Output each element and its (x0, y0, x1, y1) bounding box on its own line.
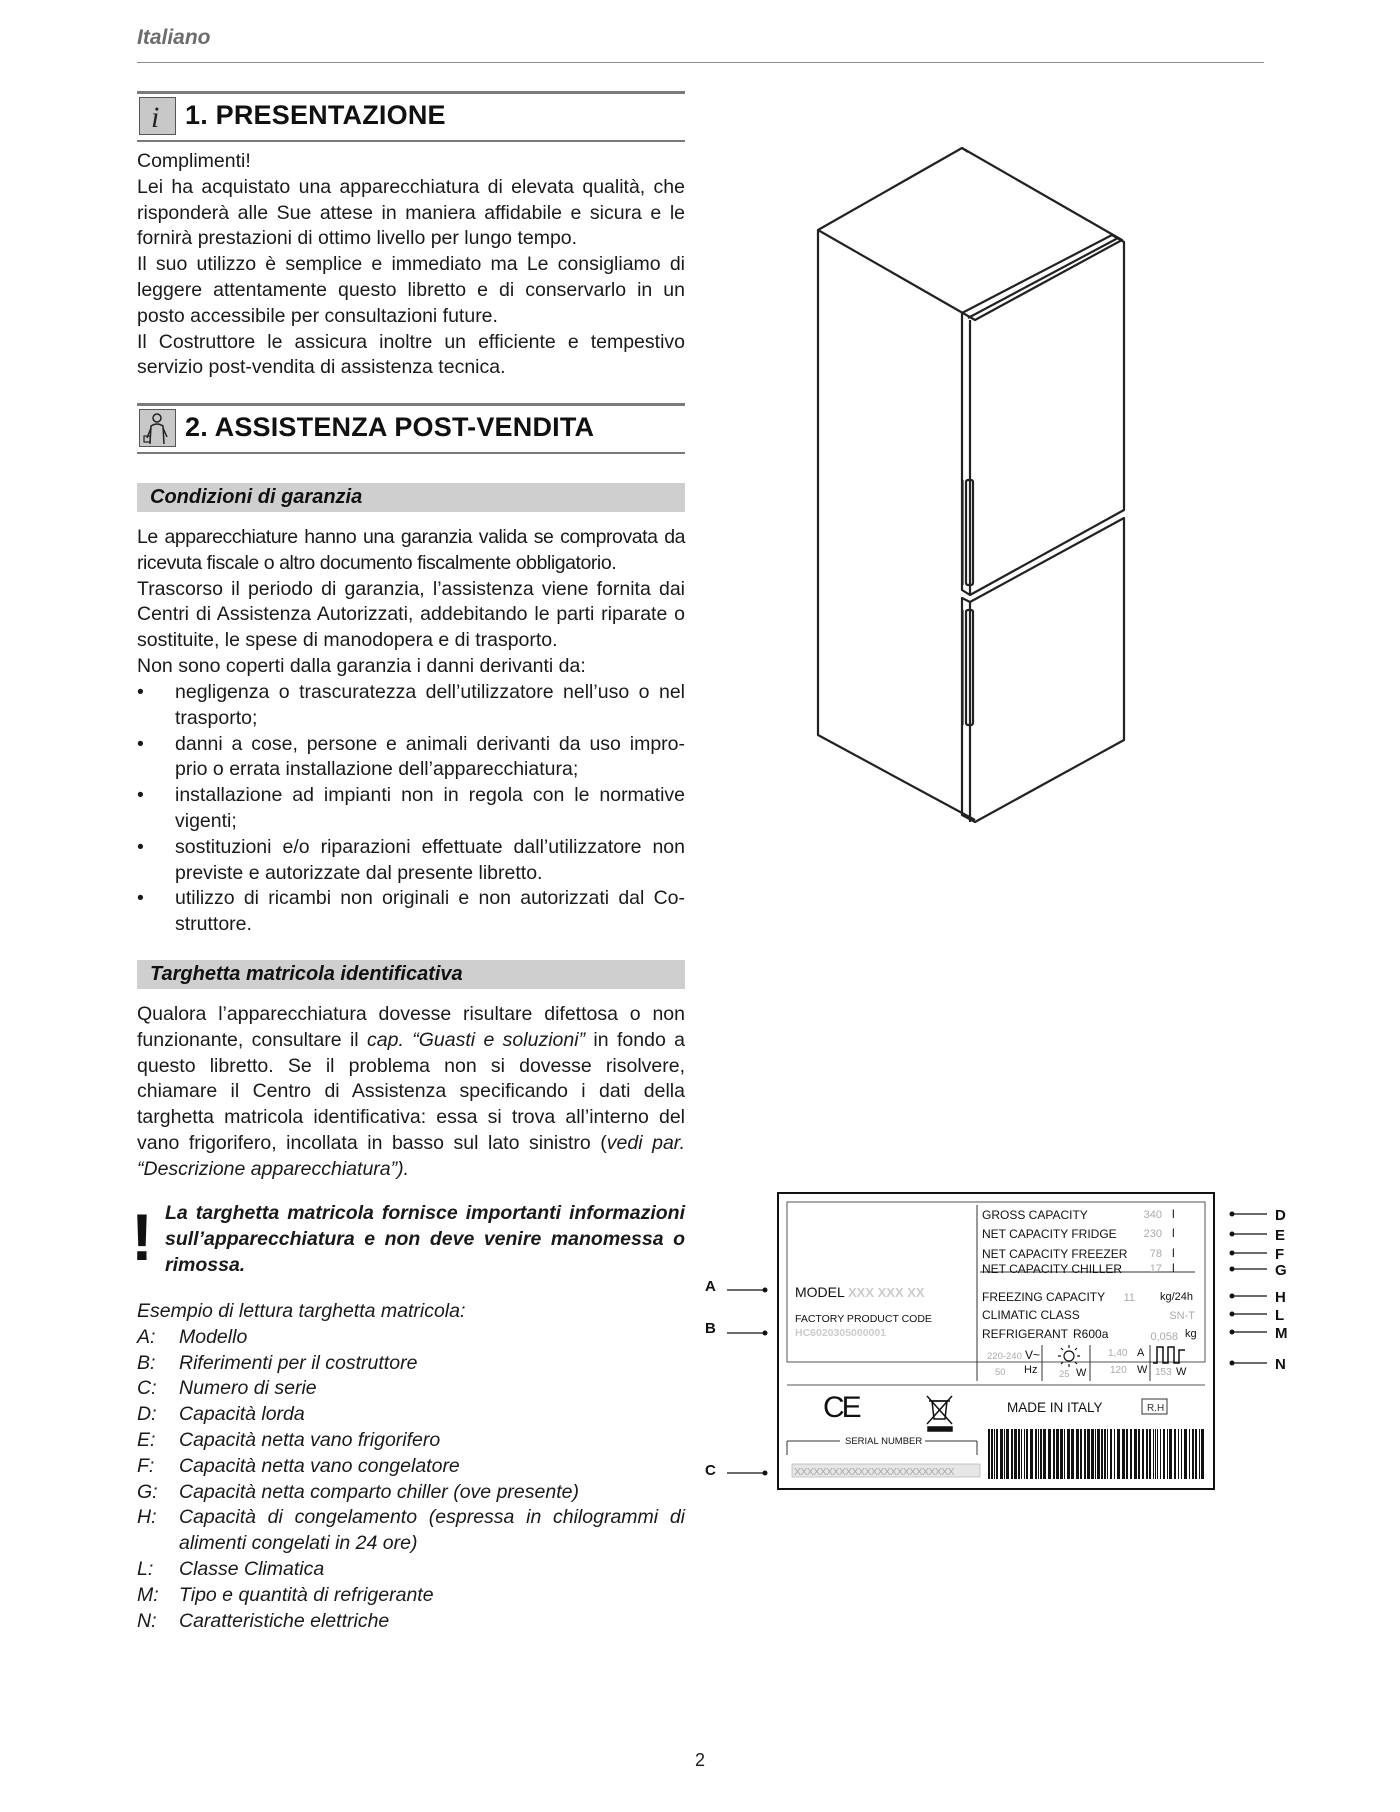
barcode-bar (1014, 1429, 1017, 1479)
rating-plate-subheading (137, 960, 685, 989)
intro-paragraph: Lei ha acquistato una apparecchiatura di elevata qualità, che risponderà alle Sue attese in maniera affidabile e sicura e le fornirà prestazioni di ottimo livello per lungo tempo. (137, 175, 685, 250)
svg-text:l: l (1172, 1226, 1175, 1240)
barcode-bar (1189, 1429, 1190, 1479)
svg-text:50: 50 (995, 1367, 1006, 1378)
section-2-title: 2. ASSISTENZA POST-VENDITA (185, 412, 595, 442)
legend-item: N: Caratteristiche elettriche (137, 1609, 390, 1632)
barcode-bar (1067, 1429, 1070, 1479)
list-item: • danni a cose, persone e animali derivanti da uso impro-prio o errata installazione dell’apparecchiatura; (137, 732, 685, 781)
svg-text:A: A (1137, 1347, 1145, 1359)
svg-text:W: W (1137, 1364, 1148, 1376)
svg-text:l: l (1172, 1207, 1175, 1221)
svg-text:11: 11 (1123, 1292, 1135, 1304)
barcode-bar (1117, 1429, 1120, 1479)
svg-text:230: 230 (1143, 1228, 1162, 1240)
rating-plate-diagram (695, 1185, 1305, 1505)
warranty-paragraph: Trascorso il periodo di garanzia, l’assistenza viene fornita dai Centri di Assistenza Autorizzati, addebitando le parti riparate o sostituite, le spese di manodopera e di trasporto. (137, 577, 685, 652)
barcode-bar (996, 1429, 998, 1479)
svg-text:153: 153 (1155, 1367, 1172, 1378)
warranty-body (137, 525, 685, 680)
warranty-paragraph: Le apparecchiature hanno una garanzia valida se comprovata da ricevuta fiscale o altro documento fiscalmente obbligatorio. (137, 526, 685, 574)
info-icon (139, 97, 176, 135)
svg-text:kg: kg (1185, 1328, 1197, 1340)
barcode-bar (1146, 1429, 1148, 1479)
legend-item: L: Classe Climatica (137, 1557, 325, 1580)
ce-mark: CE (823, 1391, 859, 1424)
barcode-bar (1084, 1429, 1086, 1479)
svg-text:NET CAPACITY FREEZER: NET CAPACITY FREEZER (982, 1247, 1128, 1261)
callout-d: D (1275, 1207, 1286, 1224)
barcode-bar (1201, 1429, 1204, 1479)
section-1-body (137, 149, 685, 381)
callout-f: F (1275, 1246, 1285, 1263)
barcode-bar (1104, 1429, 1106, 1479)
barcode-bar (1126, 1429, 1128, 1479)
barcode-bar (1101, 1429, 1103, 1479)
barcode-bar (1167, 1429, 1168, 1479)
svg-text:NET CAPACITY FRIDGE: NET CAPACITY FRIDGE (982, 1227, 1117, 1241)
svg-text:78: 78 (1149, 1248, 1162, 1260)
barcode-bar (1169, 1429, 1172, 1479)
page-number: 2 (694, 1750, 705, 1770)
callout-a: A (705, 1278, 716, 1295)
barcode-bar (1097, 1429, 1100, 1479)
svg-text:MADE IN ITALY: MADE IN ITALY (1007, 1400, 1103, 1415)
barcode-bar (1021, 1429, 1022, 1479)
warning-text: La targhetta matricola fornisce importanti informazioni sull’apparecchiatura e non deve venire manomessa o rimossa. (165, 1202, 685, 1276)
intro-paragraph: Il Costruttore le assicura inoltre un efficiente e tempestivo servizio post-vendita di assistenza tecnica. (137, 330, 685, 379)
svg-text:FREEZING CAPACITY: FREEZING CAPACITY (982, 1290, 1106, 1304)
plate-legend (137, 1299, 685, 1634)
svg-text:l: l (1172, 1246, 1175, 1260)
svg-text:17: 17 (1149, 1263, 1162, 1275)
barcode-bar (991, 1429, 993, 1479)
barcode-bar (1110, 1429, 1112, 1479)
barcode-bar (1149, 1429, 1151, 1479)
section-1-header (137, 91, 685, 142)
barcode-bar (1087, 1429, 1090, 1479)
svg-text:XXX XXX XX: XXX XXX XX (848, 1285, 925, 1300)
barcode-bar (1114, 1429, 1115, 1479)
barcode-bar (1195, 1429, 1197, 1479)
callout-g: G (1275, 1262, 1287, 1279)
svg-text:i: i (151, 101, 160, 134)
barcode-bar (1056, 1429, 1059, 1479)
barcode-bar (1060, 1429, 1063, 1479)
barcode-bar (1038, 1429, 1039, 1479)
svg-text:V~: V~ (1025, 1348, 1041, 1362)
section-2-header (137, 403, 685, 454)
warranty-paragraph: Non sono coperti dalla garanzia i danni derivanti da: (137, 654, 586, 677)
barcode-bar (1181, 1429, 1182, 1479)
callout-e: E (1275, 1227, 1286, 1244)
legend-item: F: Capacità netta vano congelatore (137, 1454, 460, 1477)
warranty-subheading (137, 483, 685, 512)
intro-paragraph: Complimenti! (137, 150, 251, 172)
callout-c: C (705, 1462, 716, 1479)
legend-item: D: Capacità lorda (137, 1403, 305, 1426)
barcode-bar (994, 1429, 995, 1479)
barcode-bar (1076, 1429, 1079, 1479)
barcode-bar (1018, 1429, 1020, 1479)
barcode-bar (1134, 1429, 1137, 1479)
rating-plate-paragraph: Qualora l’apparecchiatura dovesse risultare difettosa o non funzionante, consultare il cap. “Guasti e soluzioni” in fondo a questo libretto. Se il problema non si dovesse risolvere, chiamare il Centro di Assistenza specificando i dati della targhetta matricola identificativa: essa si trova all’interno del vano frigorifero, incollata in basso sul lato sinistro (vedi par. “Descrizione apparecchiatura”). (137, 1003, 686, 1180)
svg-text:220-240: 220-240 (987, 1351, 1022, 1362)
rating-plate-heading-text: Targhetta matricola identificativa (150, 963, 463, 985)
barcode-bar (1011, 1429, 1013, 1479)
svg-text:R600a: R600a (1073, 1327, 1109, 1341)
barcode-bar (1153, 1429, 1154, 1479)
rating-plate-body (137, 1002, 685, 1183)
barcode-bar (1163, 1429, 1165, 1479)
language-label: Italiano (137, 26, 211, 49)
barcode-bar (1030, 1429, 1033, 1479)
intro-paragraph: Il suo utilizzo è semplice e immediato ma Le consigliamo di leggere attentamente questo libretto e di conservarlo in un posto accessibile per consultazioni future. (137, 253, 685, 327)
list-item: • installazione ad impianti non in regola con le normative vigenti; (137, 784, 685, 832)
barcode-bar (1178, 1429, 1179, 1479)
legend-item: C: Numero di serie (137, 1377, 317, 1400)
barcode-bar (1024, 1429, 1025, 1479)
barcode-bar (1064, 1429, 1065, 1479)
warranty-heading-text: Condizioni di garanzia (150, 486, 363, 508)
svg-text:340: 340 (1143, 1209, 1162, 1221)
barcode-bar (1122, 1429, 1125, 1479)
barcode-bar (1035, 1429, 1037, 1479)
callout-b: B (705, 1320, 716, 1337)
barcode-bar (1071, 1429, 1074, 1479)
svg-text:R.H: R.H (1147, 1403, 1165, 1414)
barcode-bar (1091, 1429, 1094, 1479)
legend-item: E: Capacità netta vano frigorifero (137, 1428, 441, 1451)
svg-text:HC6020305000001: HC6020305000001 (795, 1327, 887, 1339)
svg-text:Hz: Hz (1024, 1364, 1038, 1376)
list-item: • sostituzioni e/o riparazioni effettuate dall’utilizzatore non previste e autorizzate dal presente libretto. (137, 835, 685, 884)
section-1-title: 1. PRESENTAZIONE (185, 100, 446, 130)
callout-m: M (1275, 1325, 1288, 1342)
barcode-bar (1040, 1429, 1042, 1479)
refrigerator-illustration (800, 140, 1140, 830)
header-rule (137, 62, 1264, 63)
svg-text:kg/24h: kg/24h (1160, 1291, 1194, 1303)
legend-item: G: Capacità netta comparto chiller (ove presente) (137, 1480, 579, 1503)
barcode-bar (1107, 1429, 1108, 1479)
svg-text:1,40: 1,40 (1108, 1348, 1128, 1359)
svg-text:MODEL: MODEL (795, 1284, 845, 1300)
svg-text:120: 120 (1110, 1365, 1127, 1376)
warranty-exclusions-list (137, 680, 685, 938)
list-item: • utilizzo di ricambi non originali e non autorizzati dal Co-struttore. (137, 887, 685, 936)
barcode-bar (1142, 1429, 1144, 1479)
barcode-bar (1004, 1429, 1005, 1479)
barcode-bar (988, 1429, 990, 1479)
barcode-bar (1160, 1429, 1161, 1479)
barcode-bar (1192, 1429, 1194, 1479)
svg-text:REFRIGERANT: REFRIGERANT (982, 1327, 1069, 1341)
barcode-bar (1155, 1429, 1156, 1479)
barcode-bar (1199, 1429, 1200, 1479)
svg-text:NET CAPACITY CHILLER: NET CAPACITY CHILLER (982, 1262, 1123, 1276)
barcode-bar (1174, 1429, 1176, 1479)
svg-text:GROSS CAPACITY: GROSS CAPACITY (982, 1208, 1088, 1222)
svg-text:CLIMATIC CLASS: CLIMATIC CLASS (982, 1308, 1080, 1322)
svg-text:25: 25 (1059, 1369, 1070, 1380)
legend-item: H: Capacità di congelamento (espressa in chilogrammi di alimenti congelati in 24 ore) (137, 1506, 685, 1555)
technician-icon (139, 409, 176, 447)
barcode-bar (1184, 1429, 1187, 1479)
legend-item: M: Tipo e quantità di refrigerante (137, 1583, 434, 1606)
barcode-bar (1053, 1429, 1055, 1479)
svg-text:W: W (1076, 1367, 1087, 1379)
callout-n: N (1275, 1356, 1286, 1373)
barcode-bar (1048, 1429, 1051, 1479)
barcode-bar (1000, 1429, 1003, 1479)
barcode-bar (1043, 1429, 1046, 1479)
svg-text:SN-T: SN-T (1169, 1310, 1195, 1322)
barcode-bar (1138, 1429, 1140, 1479)
barcode-bar (1006, 1429, 1009, 1479)
svg-text:W: W (1176, 1366, 1187, 1378)
svg-text:XXXXXXXXXXXXXXXXXXXXXXXXX: XXXXXXXXXXXXXXXXXXXXXXXXX (794, 1466, 955, 1478)
svg-text:SERIAL NUMBER: SERIAL NUMBER (845, 1436, 923, 1447)
svg-text:l: l (1172, 1261, 1175, 1275)
legend-item: A: Modello (137, 1325, 248, 1348)
callout-h: H (1275, 1289, 1286, 1306)
legend-title: Esempio di lettura targhetta matricola: (137, 1300, 466, 1322)
list-item: • negligenza o trascuratezza dell’utilizzatore nell’uso o nel trasporto; (137, 681, 685, 729)
svg-text:FACTORY PRODUCT CODE: FACTORY PRODUCT CODE (795, 1313, 932, 1325)
warning-icon: ! (131, 1200, 153, 1274)
barcode-bar (1026, 1429, 1028, 1479)
barcode-bar (1157, 1429, 1158, 1479)
barcode-bar (1080, 1429, 1082, 1479)
legend-item: B: Riferimenti per il costruttore (137, 1351, 418, 1374)
barcode-bar (1095, 1429, 1096, 1479)
callout-l: L (1275, 1307, 1285, 1324)
barcode-bar (1130, 1429, 1132, 1479)
svg-text:0,058: 0,058 (1150, 1331, 1178, 1343)
